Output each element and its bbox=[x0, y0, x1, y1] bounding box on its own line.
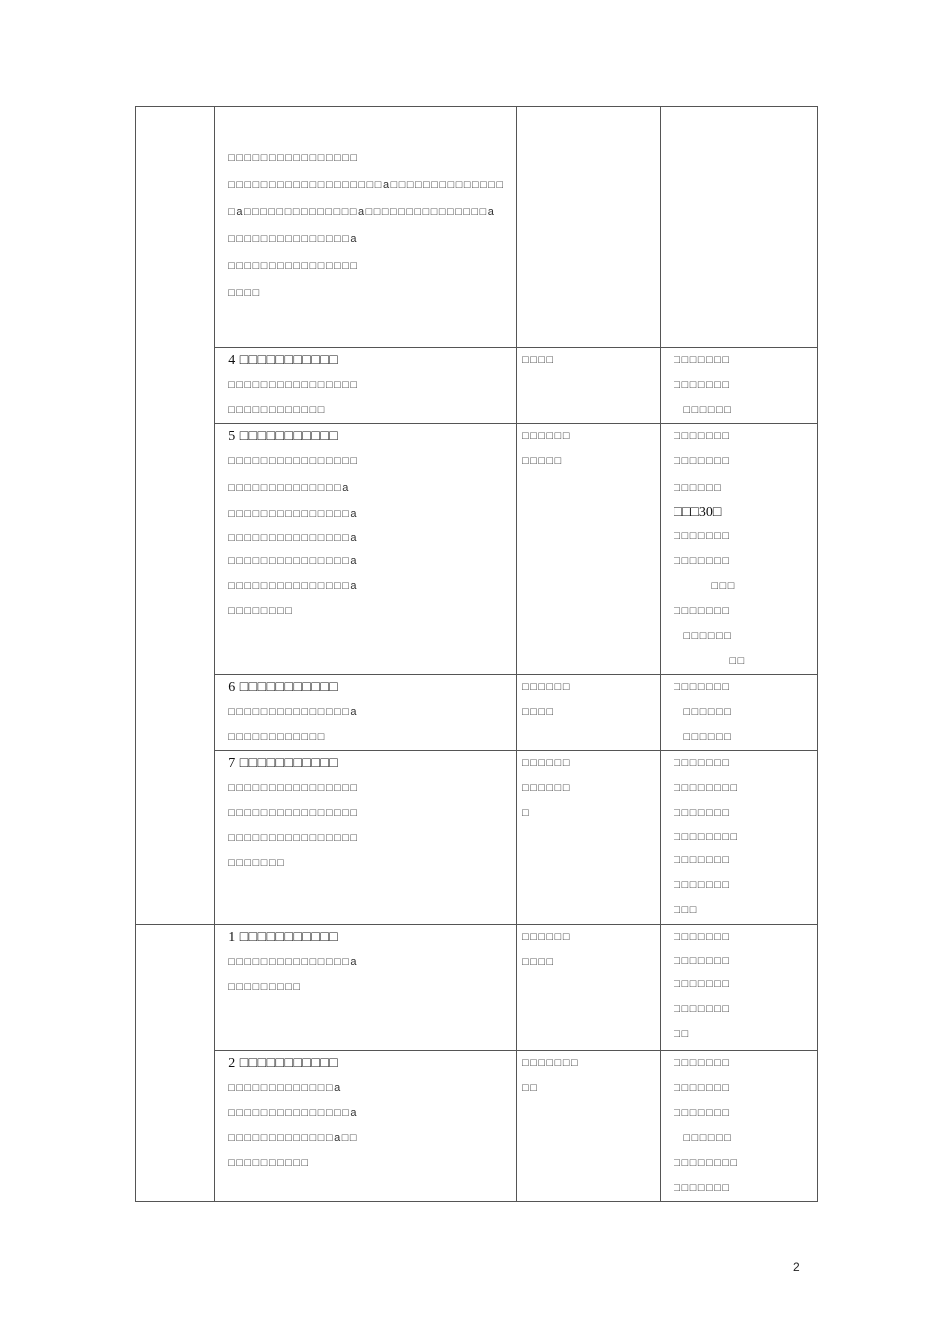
text-line: □□□□□□□ bbox=[673, 1182, 731, 1194]
text-line: □□□□□□□□ bbox=[673, 1157, 739, 1169]
document-table bbox=[135, 106, 818, 1202]
text-line: □□□□ bbox=[228, 287, 261, 299]
text-line: □□□□□□ bbox=[683, 404, 733, 416]
text-line: □□□□□□□□□ bbox=[228, 981, 302, 993]
text-line: □□□□□□□ bbox=[673, 807, 731, 819]
text-line: □□□□□□□ bbox=[673, 555, 731, 567]
group-cell-2 bbox=[136, 925, 215, 1202]
note-cell bbox=[660, 348, 818, 424]
text-line: □□□□□□□□□□□□□□□a bbox=[228, 233, 358, 245]
table-row bbox=[136, 348, 818, 424]
method-cell bbox=[517, 1051, 660, 1202]
text-line: □□□□□□□ bbox=[673, 1057, 731, 1069]
text-line: □□□□ bbox=[522, 354, 555, 366]
table-row bbox=[136, 424, 818, 675]
note-cell bbox=[660, 107, 818, 348]
text-line: □□□□□□□□□□□□□□□□□□□a□□□□□□□□□□□□□□ bbox=[228, 179, 505, 191]
text-line: □□□□□□□□□□□□□□□□ bbox=[228, 832, 359, 844]
method-cell bbox=[517, 107, 660, 348]
text-line: □□□□□□□ bbox=[673, 1082, 731, 1094]
text-line: □□□□□□ bbox=[683, 630, 733, 642]
description-cell bbox=[215, 925, 517, 1051]
text-line: □□□□□□□□□□□□□□□a bbox=[228, 532, 358, 544]
text-line: □□□□□□□□□□□□□□□a bbox=[228, 580, 358, 592]
text-line: □□□□□□□ bbox=[673, 379, 731, 391]
description-cell bbox=[215, 1051, 517, 1202]
description-cell bbox=[215, 751, 517, 925]
item-heading: 7 □□□□□□□□□□□ bbox=[228, 756, 339, 771]
text-line: □□□□□□□□ bbox=[673, 782, 739, 794]
page-number: 2 bbox=[793, 1260, 800, 1274]
text-line: □□□□□□□ bbox=[522, 1057, 580, 1069]
text-line: □□□□□□□□□□□□□□□□ bbox=[228, 455, 359, 467]
text-line: □□□□□□□□□□□□□□□□ bbox=[228, 152, 359, 164]
text-line: □□□□□□□ bbox=[673, 455, 731, 467]
text-line: □□□□□□ bbox=[673, 482, 723, 494]
text-line: □□ bbox=[729, 655, 746, 667]
item-heading: 5 □□□□□□□□□□□ bbox=[228, 429, 339, 444]
text-line: □□□□□□□□□□□□ bbox=[228, 404, 326, 416]
text-line: □□□□□□□□□□□□□□□a bbox=[228, 1107, 358, 1119]
text-line: □□□□ bbox=[522, 956, 555, 968]
text-line: □□□□□□□□ bbox=[673, 831, 739, 843]
text-line: □□□□□□□ bbox=[673, 854, 731, 866]
text-line: □□□□□□ bbox=[522, 430, 571, 442]
description-cell bbox=[215, 424, 517, 675]
text-line: □□□□□□□ bbox=[673, 430, 731, 442]
text-line: □□□□□□□ bbox=[673, 1003, 731, 1015]
text-line: □□□□□□□□□□□□□a□□ bbox=[228, 1132, 358, 1144]
method-cell bbox=[517, 424, 660, 675]
text-line: □□□□□□□□□□□□□□□a bbox=[228, 508, 358, 520]
note-cell bbox=[660, 424, 818, 675]
text-line: □□□□□□ bbox=[683, 731, 733, 743]
text-line: □□□□□□ bbox=[683, 706, 733, 718]
method-cell bbox=[517, 925, 660, 1051]
text-line: □□□□□□□ bbox=[673, 681, 731, 693]
text-line: □□ bbox=[673, 1028, 690, 1040]
text-line: □□□□□□□□□□□□□□□a bbox=[228, 956, 358, 968]
text-line: □□□□□□□ bbox=[228, 857, 286, 869]
text-line: □□□□□□□ bbox=[673, 955, 731, 967]
text-line: □□□□□□□□□□ bbox=[228, 1157, 310, 1169]
table-row bbox=[136, 675, 818, 751]
text-line: □□□□□□□ bbox=[673, 530, 731, 542]
text-line: □□□□□□□ bbox=[673, 757, 731, 769]
text-line: □□□□□□ bbox=[522, 782, 571, 794]
text-line: □□□□□□□□□□□□□□□□ bbox=[228, 807, 359, 819]
text-line: □□□30□ bbox=[673, 505, 722, 520]
text-line: □□□□□□□□□□□□□□□a bbox=[228, 555, 358, 567]
text-line: □□□□ bbox=[522, 706, 555, 718]
text-line: □□□□□□□□□□□□□□□□ bbox=[228, 379, 359, 391]
text-line: □□□ bbox=[711, 580, 736, 592]
group-cell-1 bbox=[136, 107, 215, 925]
text-line: □□□□□□ bbox=[522, 931, 571, 943]
text-line: □□□□□□□□□□□□□a bbox=[228, 1082, 342, 1094]
text-line: □□□□□□□□□□□□□□□□ bbox=[228, 782, 359, 794]
note-cell bbox=[660, 925, 818, 1051]
item-heading: 2 □□□□□□□□□□□ bbox=[228, 1056, 339, 1071]
text-line: □□□□□□ bbox=[522, 757, 571, 769]
text-line: □ bbox=[522, 807, 531, 819]
text-line: □□□□□ bbox=[522, 455, 563, 467]
text-line: □a□□□□□□□□□□□□□□a□□□□□□□□□□□□□□□a bbox=[228, 206, 496, 218]
text-line: □□□□□□ bbox=[522, 681, 571, 693]
note-cell bbox=[660, 675, 818, 751]
table-row bbox=[136, 925, 818, 1051]
text-line: □□□□□□ bbox=[683, 1132, 733, 1144]
text-line: □□ bbox=[522, 1082, 539, 1094]
item-heading: 6 □□□□□□□□□□□ bbox=[228, 680, 339, 695]
text-line: □□□□□□□ bbox=[673, 1107, 731, 1119]
text-line: □□□ bbox=[673, 904, 698, 916]
method-cell bbox=[517, 348, 660, 424]
description-cell bbox=[215, 107, 517, 348]
note-cell bbox=[660, 1051, 818, 1202]
text-line: □□□□□□□□□□□□ bbox=[228, 731, 326, 743]
table-row bbox=[136, 107, 818, 348]
description-cell bbox=[215, 675, 517, 751]
text-line: □□□□□□□□ bbox=[228, 605, 294, 617]
text-line: □□□□□□□□□□□□□□□a bbox=[228, 706, 358, 718]
text-line: □□□□□□□ bbox=[673, 931, 731, 943]
table-row bbox=[136, 751, 818, 925]
text-line: □□□□□□□ bbox=[673, 605, 731, 617]
method-cell bbox=[517, 751, 660, 925]
text-line: □□□□□□□□□□□□□□□□ bbox=[228, 260, 359, 272]
text-line: □□□□□□□ bbox=[673, 354, 731, 366]
text-line: □□□□□□□□□□□□□□a bbox=[228, 482, 350, 494]
description-cell bbox=[215, 348, 517, 424]
table-row bbox=[136, 1051, 818, 1202]
method-cell bbox=[517, 675, 660, 751]
item-heading: 1 □□□□□□□□□□□ bbox=[228, 930, 339, 945]
note-cell bbox=[660, 751, 818, 925]
text-line: □□□□□□□ bbox=[673, 879, 731, 891]
item-heading: 4 □□□□□□□□□□□ bbox=[228, 353, 339, 368]
text-line: □□□□□□□ bbox=[673, 978, 731, 990]
